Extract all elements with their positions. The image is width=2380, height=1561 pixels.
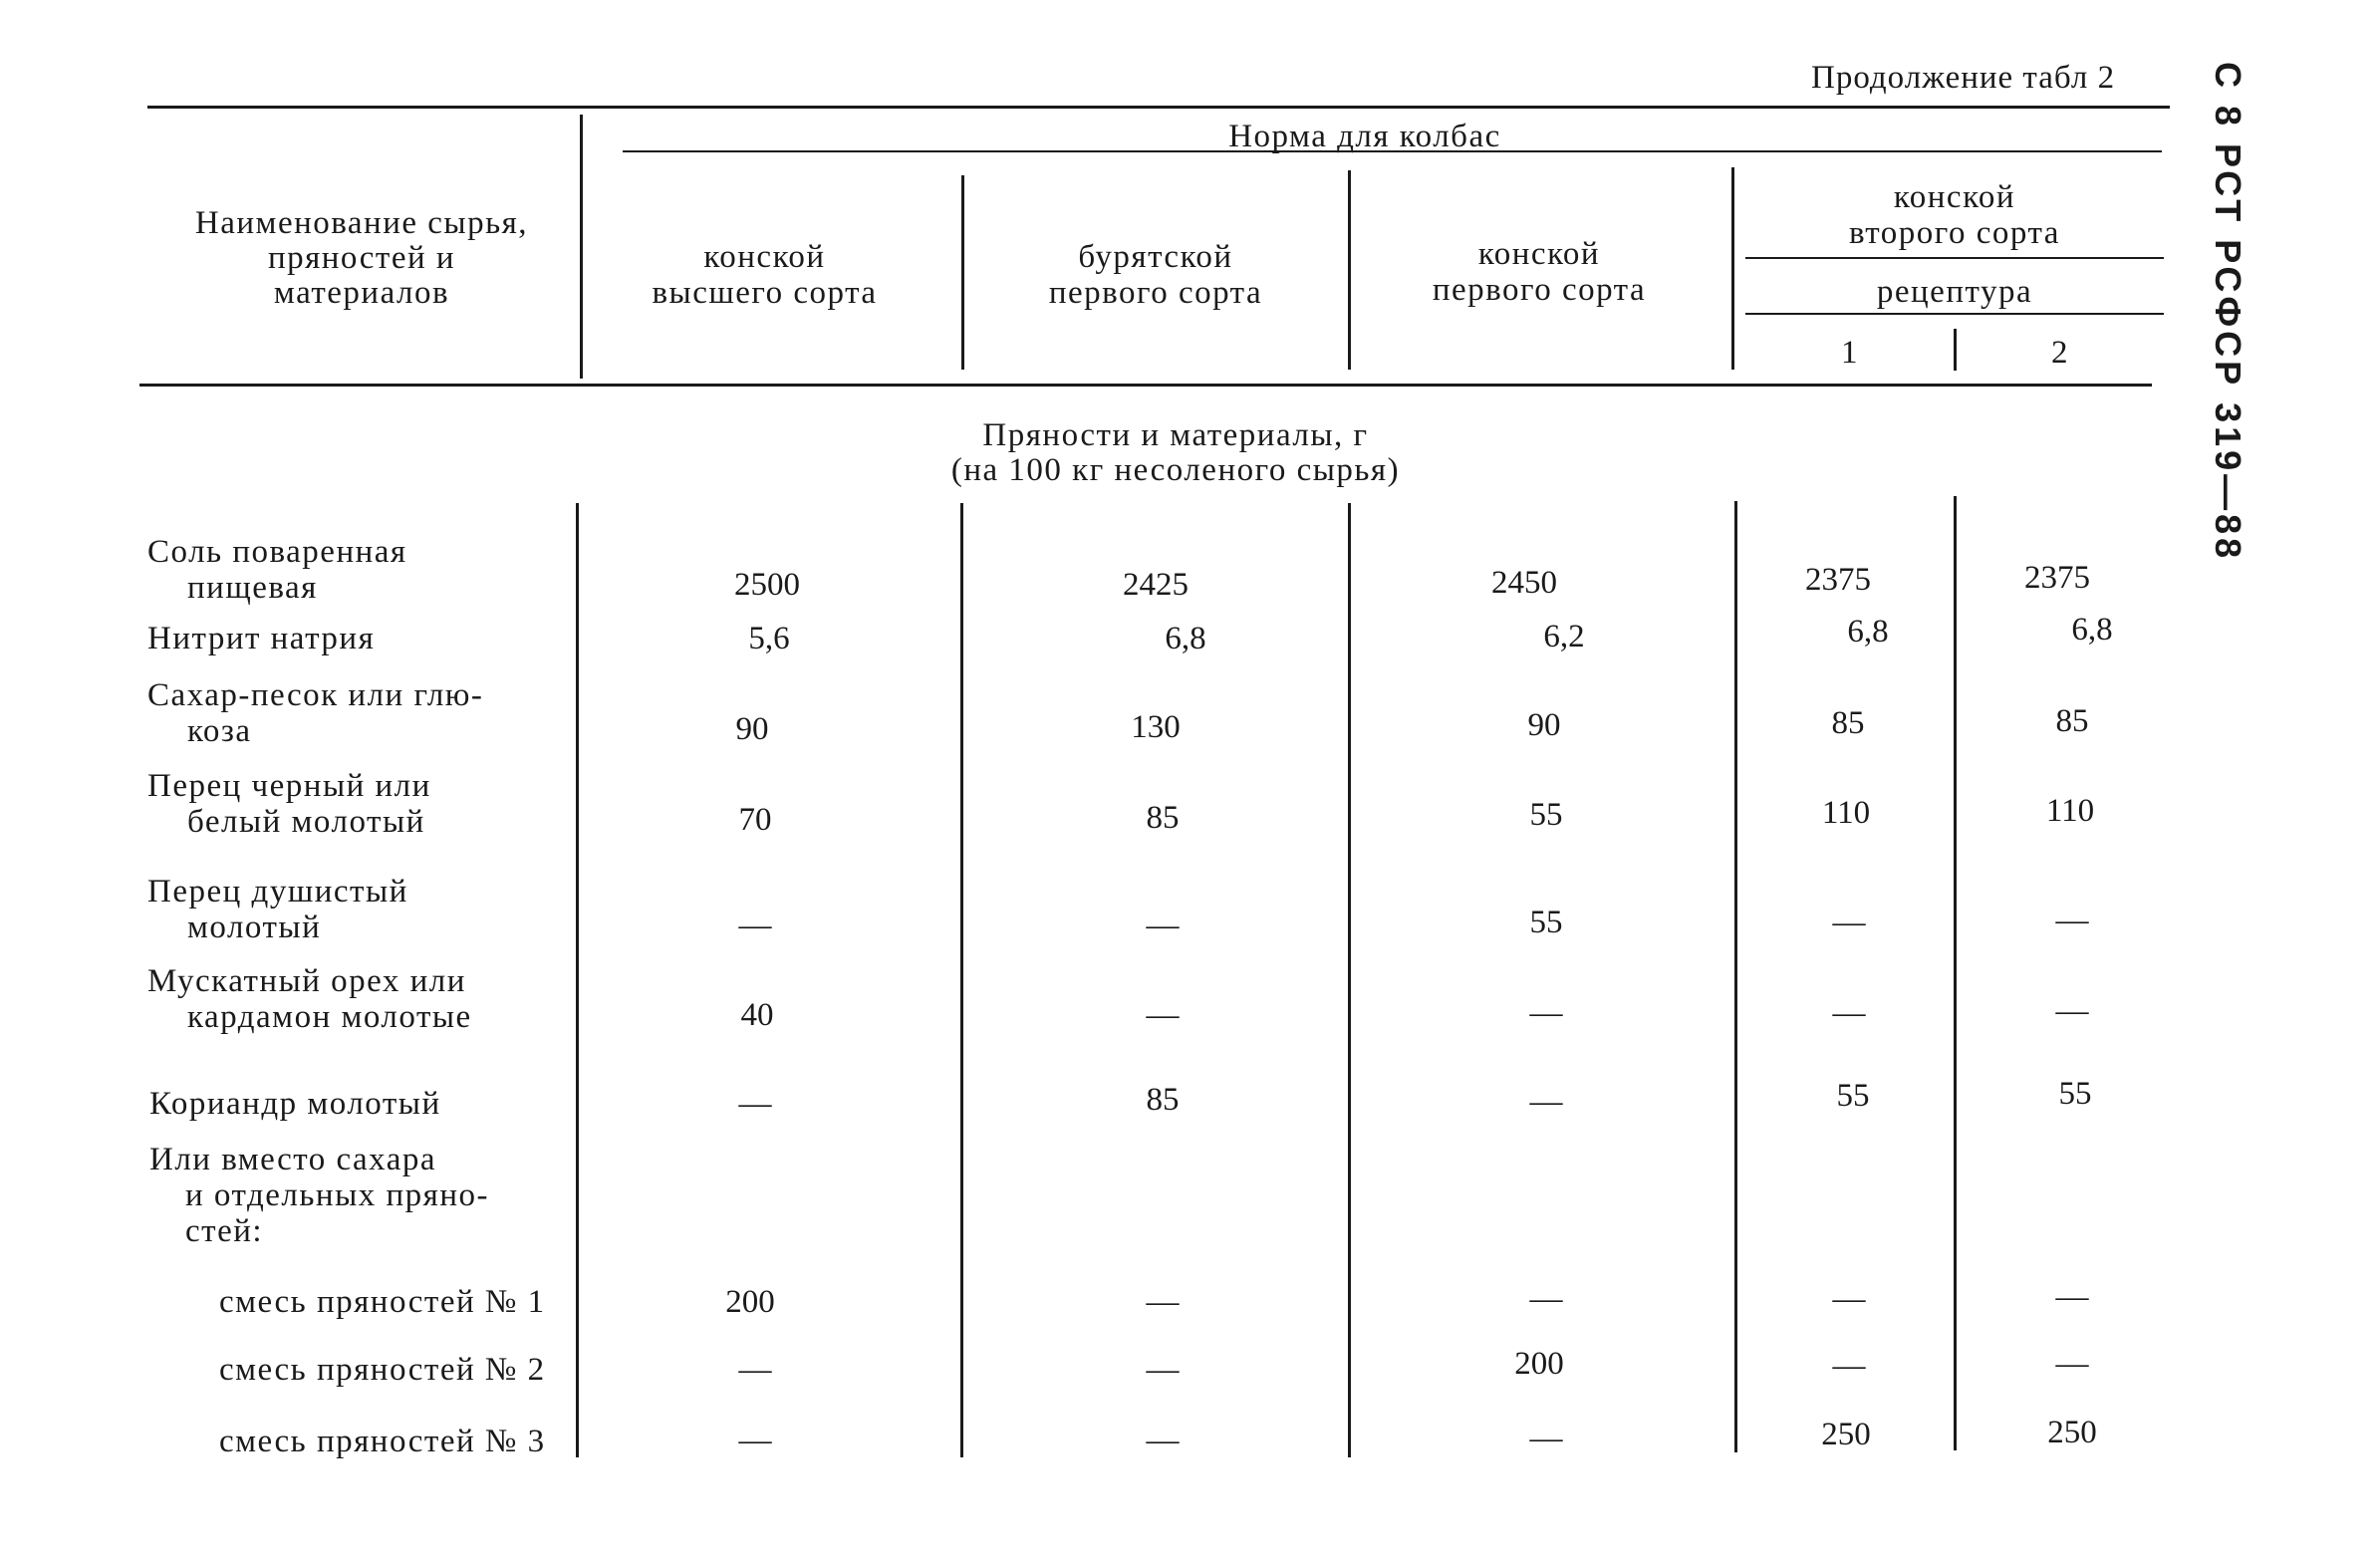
row-name-nitrite: Нитрит натрия [147,621,376,656]
norm-header: Норма для колбас [1228,119,1501,154]
cell-coriander-c1: — [738,1086,772,1122]
row-name-salt: Соль поваренная пищевая [147,534,407,606]
cell-coriander-c3: — [1529,1084,1563,1120]
cell-spice-mix-1-r2: — [2055,1279,2089,1315]
col-header-c4: конской второго сорта [1849,179,2060,251]
vline-body-c3 [1734,501,1737,1452]
cell-coriander-r1: 55 [1836,1078,1870,1114]
col-header-c2: бурятской первого сорта [1048,239,1263,311]
standard-code: С 8 РСТ РСФСР 319—88 [2208,62,2248,563]
cell-salt-c2: 2425 [1123,567,1189,603]
row-name-instead-of-sugar: Или вместо сахара и отдельных пряно- стей: [149,1142,489,1249]
stub-header: Наименование сырья, пряностей и материалов [194,205,529,311]
cell-nutmeg-r1: — [1832,995,1866,1031]
cell-allspice-c1: — [738,908,772,943]
cell-spice-mix-3-c2: — [1146,1423,1180,1458]
row-name-black-pepper: Перец черный или белый молотый [147,768,431,840]
row-name-nutmeg: Мускатный орех или кардамон молотые [147,963,472,1035]
cell-sugar-c2: 130 [1131,709,1181,745]
vline-c2 [1348,170,1351,370]
cell-spice-mix-2-c3: 200 [1514,1346,1564,1382]
row-name-spice-mix-2: смесь пряностей № 2 [219,1352,546,1388]
cell-black-pepper-c2: 85 [1146,800,1180,836]
cell-spice-mix-2-r2: — [2055,1346,2089,1382]
cell-black-pepper-r1: 110 [1821,795,1871,831]
cell-sugar-r1: 85 [1831,705,1865,741]
vline-c3 [1731,167,1734,370]
cell-spice-mix-3-c3: — [1529,1421,1563,1456]
rule-under-recipe [1745,313,2164,315]
cell-spice-mix-1-c2: — [1146,1284,1180,1320]
recipe-2-header: 2 [2051,335,2069,371]
cell-nutmeg-c3: — [1529,995,1563,1031]
cell-nitrite-r2: 6,8 [2071,612,2113,648]
vline-stub [580,115,583,379]
cell-spice-mix-2-r1: — [1832,1348,1866,1384]
cell-spice-mix-1-c3: — [1529,1281,1563,1317]
cell-nutmeg-r2: — [2055,993,2089,1029]
cell-sugar-c3: 90 [1527,707,1561,743]
cell-salt-r1: 2375 [1805,562,1871,598]
cell-spice-mix-1-c1: 200 [725,1284,775,1320]
vline-c1 [961,175,964,370]
cell-spice-mix-1-r1: — [1832,1281,1866,1317]
section-caption: Пряности и материалы, г (на 100 кг несоленого сырья) [950,417,1401,488]
rule-top [147,106,2170,109]
cell-black-pepper-r2: 110 [2045,793,2095,829]
rule-under-second-grade [1745,257,2164,259]
cell-nitrite-c1: 5,6 [748,621,790,656]
cell-spice-mix-3-r2: 250 [2047,1415,2097,1450]
recipe-header: рецептура [1876,274,2033,310]
cell-allspice-c2: — [1146,908,1180,943]
cell-spice-mix-2-c1: — [738,1352,772,1388]
cell-nitrite-r1: 6,8 [1847,614,1889,650]
cell-salt-r2: 2375 [2024,560,2090,596]
row-name-allspice: Перец душистый молотый [147,874,408,945]
recipe-1-header: 1 [1841,335,1859,371]
vline-body-c2 [1348,503,1351,1457]
cell-sugar-r2: 85 [2055,703,2089,739]
table-continuation-label: Продолжение табл 2 [1811,60,2116,96]
cell-black-pepper-c1: 70 [738,802,772,838]
col-header-c3: конской первого сорта [1432,236,1647,308]
cell-spice-mix-3-r1: 250 [1821,1417,1871,1452]
col-header-c1: конской высшего сорта [652,239,878,311]
cell-salt-c1: 2500 [734,567,800,603]
row-name-coriander: Кориандр молотый [149,1086,441,1122]
cell-spice-mix-3-c1: — [738,1423,772,1458]
cell-nutmeg-c2: — [1146,997,1180,1033]
cell-spice-mix-2-c2: — [1146,1352,1180,1388]
vline-body-c1 [960,503,963,1457]
cell-allspice-r2: — [2055,903,2089,938]
row-name-spice-mix-1: смесь пряностей № 1 [219,1284,546,1320]
cell-allspice-r1: — [1832,905,1866,940]
cell-nitrite-c2: 6,8 [1165,621,1206,656]
row-name-spice-mix-3: смесь пряностей № 3 [219,1424,546,1459]
vline-body-stub [576,503,579,1457]
cell-coriander-r2: 55 [2058,1076,2092,1112]
row-name-sugar: Сахар-песок или глю- коза [147,677,484,749]
cell-coriander-c2: 85 [1146,1082,1180,1118]
cell-salt-c3: 2450 [1491,565,1557,601]
cell-allspice-c3: 55 [1529,905,1563,940]
rule-header-bottom [139,384,2152,387]
cell-nitrite-c3: 6,2 [1543,619,1585,654]
cell-nutmeg-c1: 40 [740,997,774,1033]
cell-sugar-c1: 90 [735,711,769,747]
cell-black-pepper-c3: 55 [1529,797,1563,833]
